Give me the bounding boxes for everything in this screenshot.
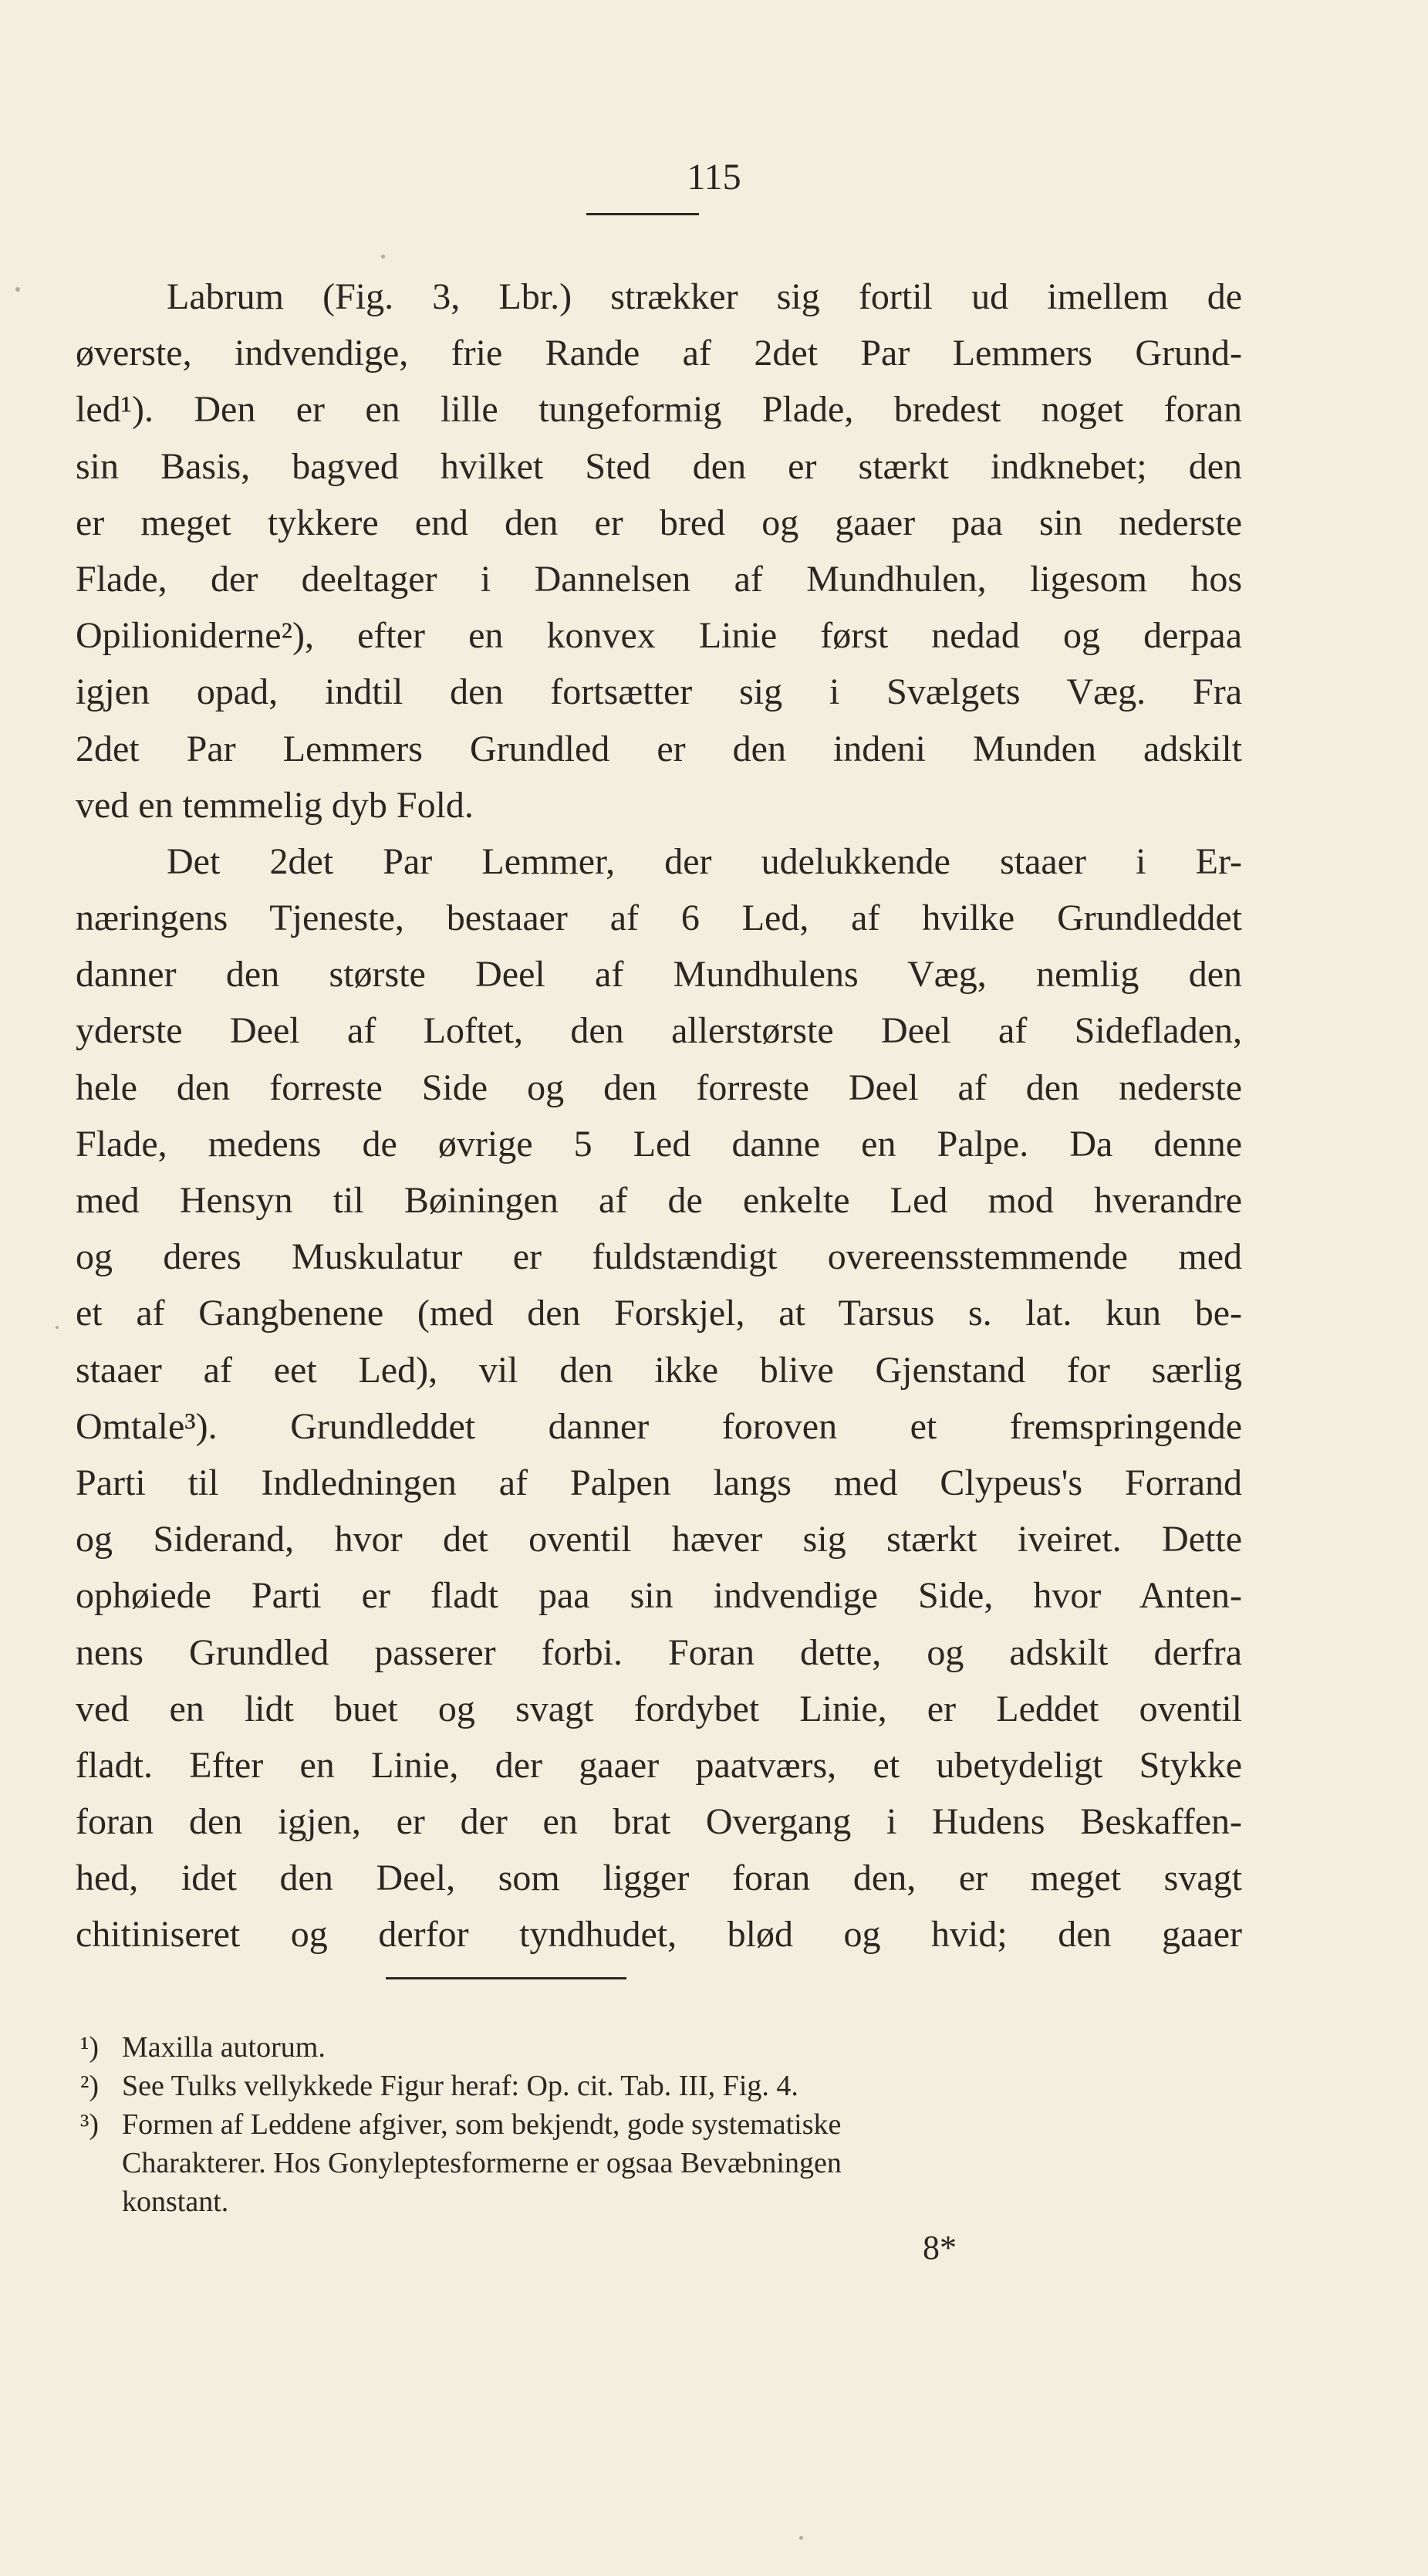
page-number-rule (586, 213, 699, 215)
body-text (76, 269, 1242, 1963)
footnote-rule (386, 1977, 626, 1979)
text-line: igjen opad, indtil den fortsætter sig i Svælgets Væg. Fra (76, 671, 1242, 713)
text-line: fladt. Efter en Linie, der gaaer paatværs, et ubetydeligt Stykke (76, 1744, 1242, 1786)
text-line: næringens Tjeneste, bestaaer af 6 Led, af hvilke Grundleddet (76, 898, 1242, 939)
footnote-text: Formen af Leddene afgiver, som bekjendt, gode systematiske (122, 2108, 842, 2141)
footnote-3-continued: Charakterer. Hos Gonyleptesformerne er ogsaa Bevæbningen (122, 2147, 842, 2179)
text-line: og deres Muskulatur er fuldstændigt overeensstemmende med (76, 1236, 1242, 1278)
footnote-2 (80, 2067, 1245, 2105)
paper-speck (56, 1326, 59, 1329)
footnote-marker: ¹) (80, 2031, 100, 2064)
text-line: Opilioniderne²), efter en konvex Linie først nedad og derpaa (76, 615, 1242, 657)
text-line: Flade, medens de øvrige 5 Led danne en Palpe. Da denne (76, 1123, 1242, 1165)
text-line: ved en temmelig dyb Fold. (76, 784, 474, 826)
text-line: Flade, der deeltager i Dannelsen af Mundhulen, ligesom hos (76, 558, 1242, 600)
footnote-text: Maxilla autorum. (122, 2031, 326, 2064)
text-line: øverste, indvendige, frie Rande af 2det Par Lemmers Grund- (76, 333, 1242, 374)
text-line: Parti til Indledningen af Palpen langs med Clypeus's Forrand (76, 1462, 1242, 1503)
text-line: danner den største Deel af Mundhulens Væg, nemlig den (76, 954, 1242, 996)
text-line: ved en lidt buet og svagt fordybet Linie, er Leddet oventil (76, 1688, 1242, 1729)
footnote-3 (80, 2105, 1245, 2144)
text-line: Det 2det Par Lemmer, der udelukkende staaer i Er- (167, 840, 1242, 882)
text-line: staaer af eet Led), vil den ikke blive Gjenstand for særlig (76, 1349, 1242, 1391)
text-line: foran den igjen, er der en brat Overgang i Hudens Beskaffen- (76, 1801, 1242, 1843)
text-line: og Siderand, hvor det oventil hæver sig stærkt iveiret. Dette (76, 1519, 1242, 1560)
footnote-3-continued: konstant. (122, 2186, 229, 2218)
text-line: hele den forreste Side og den forreste Deel af den nederste (76, 1067, 1242, 1108)
text-line: ophøiede Parti er fladt paa sin indvendige Side, hvor Anten- (76, 1575, 1242, 1617)
text-line: yderste Deel af Loftet, den allerstørste Deel af Sidefladen, (76, 1010, 1242, 1052)
page-number: 115 (687, 157, 741, 198)
signature-mark: 8* (923, 2229, 957, 2267)
paper-speck (15, 287, 20, 292)
text-line: led¹). Den er en lille tungeformig Plade, bredest noget foran (76, 389, 1242, 431)
footnote-marker: ²) (80, 2070, 100, 2102)
paper-speck (381, 255, 385, 259)
footnotes (80, 2028, 1245, 2221)
footnote-marker: ³) (80, 2108, 100, 2141)
text-line: hed, idet den Deel, som ligger foran den, er meget svagt (76, 1858, 1242, 1899)
text-line: et af Gangbenene (med den Forskjel, at Tarsus s. lat. kun be- (76, 1293, 1242, 1334)
text-line: 2det Par Lemmers Grundled er den indeni Munden adskilt (76, 728, 1242, 769)
paper-speck (799, 2536, 803, 2540)
text-line: med Hensyn til Bøiningen af de enkelte Led mod hverandre (76, 1180, 1242, 1221)
text-line: sin Basis, bagved hvilket Sted den er stærkt indknebet; den (76, 445, 1242, 487)
text-line: Labrum (Fig. 3, Lbr.) strækker sig fortil ud imellem de (167, 276, 1242, 317)
footnote-1 (80, 2028, 1245, 2067)
text-line: er meget tykkere end den er bred og gaaer paa sin nederste (76, 502, 1242, 543)
text-line: nens Grundled passerer forbi. Foran dette, og adskilt derfra (76, 1631, 1242, 1673)
text-line: Omtale³). Grundleddet danner foroven et fremspringende (76, 1405, 1242, 1447)
text-line: chitiniseret og derfor tyndhudet, blød og hvid; den gaaer (76, 1914, 1242, 1956)
footnote-text: See Tulks vellykkede Figur heraf: Op. cit. Tab. III, Fig. 4. (122, 2070, 798, 2102)
